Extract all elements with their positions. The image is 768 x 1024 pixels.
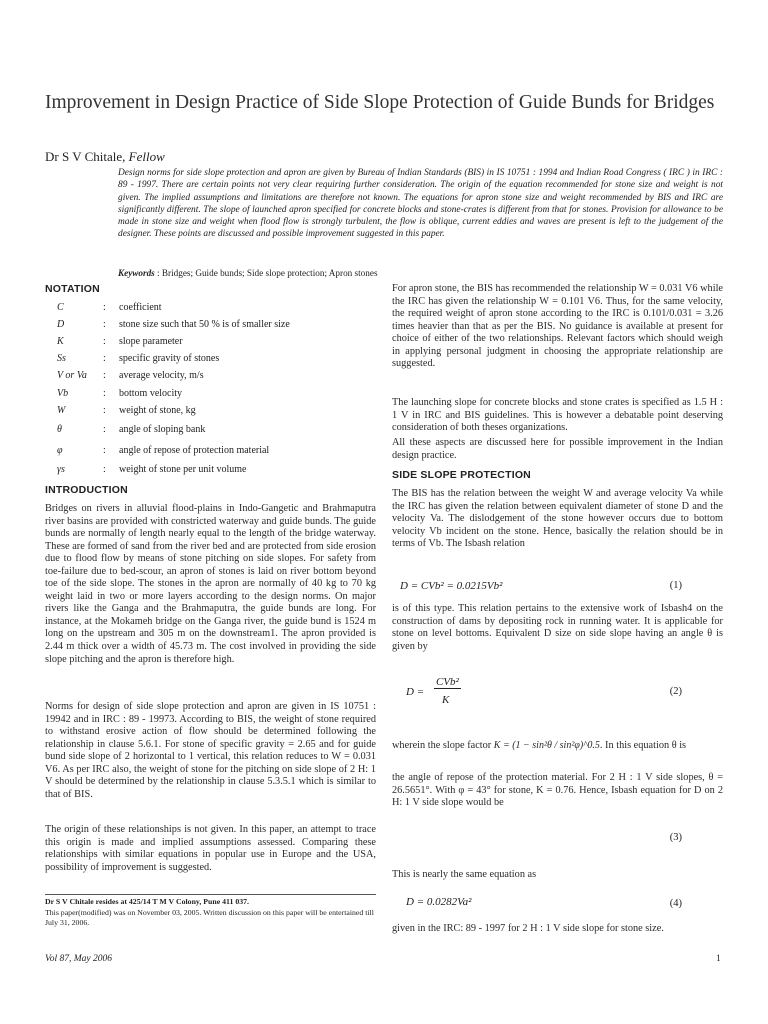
equation-2-denominator: K: [442, 694, 450, 706]
right-paragraph-1: For apron stone, the BIS has recommended the relationship W = 0.031 V6 while the IRC has given the relationship W = 0.101 V6. Thus, for the same velocity, the required weight of apron stone according to the IRC is 0.101/0.031 = 3.26 times heavier than that as per the BIS. No guidance is available at present for choice of either of the two relationships. Relevant factors which should weigh in applying personal judgment in choosing the appropriate relationship are suggested.: [392, 283, 723, 370]
side-slope-heading: SIDE SLOPE PROTECTION: [392, 469, 531, 481]
right-paragraph-5: is of this type. This relation pertains to the extensive work of Isbash4 on the construction of dams by depositing rock in running water. It is applicable for stone on level bottoms. Equivalent D size on side slope having an angle θ is given by: [392, 603, 723, 652]
notation-definition: specific gravity of stones: [119, 353, 220, 364]
notation-list: [45, 302, 376, 482]
author-name: Dr S V Chitale,: [45, 149, 126, 164]
notation-symbol: D: [57, 319, 65, 330]
keywords: [118, 268, 723, 278]
equation-2-lhs: D =: [406, 686, 425, 698]
notation-symbol: C: [57, 302, 64, 313]
equation-1: [398, 580, 728, 592]
author-line: [45, 149, 165, 165]
notation-definition: stone size such that 50 % is of smaller size: [119, 319, 290, 330]
page-number: 1: [716, 954, 721, 964]
notation-row: K : slope parameter: [57, 336, 183, 347]
introduction-heading: INTRODUCTION: [45, 484, 128, 496]
notation-symbol: Vb: [57, 388, 69, 399]
equation-2: [398, 676, 728, 712]
intro-paragraph-1: Bridges on rivers in alluvial flood-plains in Indo-Gangetic and Brahmaputra river basins are provided with constricted waterway and guide bunds. The guide bunds are normally of length nearly equal to the length of the bridge waterway. These are formed of sand from the river bed and are protected from side erosion due to flood flow by means of stone pitching on side slopes. For safety from toe-failure due to bed-scour, an apron of stones is laid on river bottom beyond toe of the side slope. The stones in the apron are normally of 40 kg to 70 kg weight laid in two or more layers according to the design norms. On major rivers like the Ganga and the Brahmaputra, the guide bunds are long. For instance, at the Mokameh bridge on the Ganga river, the guide bund is 1524 m long on the upstream and 305 m on the downstream1. The apron provided is 2.44 m thick over a width of 45.73 m. The cost involved in providing the side slope pitching and the apron is therefore high.: [45, 503, 376, 665]
equation-2-numerator: CVb²: [436, 676, 459, 688]
notation-definition: angle of sloping bank: [119, 424, 206, 435]
right-paragraph-7: the angle of repose of the protection material. For 2 H : 1 V side slopes, θ = 26.5651°. With φ = 43° for stone, K = 0.76. Hence, Isbash equation for D on 2 H: 1 V side slope would be: [392, 772, 723, 809]
equation-4-number: (4): [669, 898, 682, 909]
notation-row: W : weight of stone, kg: [57, 405, 196, 416]
right-paragraph-8: This is nearly the same equation as: [392, 869, 537, 880]
intro-paragraph-3: The origin of these relationships is not given. In this paper, an attempt to trace this origin is made and implied assumptions assessed. Comparing these relationships with similar equations in popular use in Europe and the USA, possibility of improvement is suggested.: [45, 824, 376, 873]
notation-definition: slope parameter: [119, 336, 183, 347]
notation-symbol: φ: [57, 445, 63, 456]
notation-symbol: Ss: [57, 353, 66, 364]
notation-row: V or Va : average velocity, m/s: [57, 370, 204, 381]
right-paragraph-2: The launching slope for concrete blocks and stone crates is specified as 1.5 H : 1 V in IRC and BIS guidelines. This is however a debatable point deserving consideration of both theses organizations.: [392, 397, 723, 434]
notation-symbol: V or Va: [57, 370, 87, 381]
equation-1-body: D = CVb² = 0.0215Vb²: [400, 580, 503, 592]
notation-definition: coefficient: [119, 302, 162, 313]
paper-title: Improvement in Design Practice of Side Slope Protection of Guide Bunds for Bridges: [45, 92, 715, 113]
equation-1-number: (1): [669, 580, 682, 591]
notation-row: C : coefficient: [57, 302, 162, 313]
notation-row: φ : angle of repose of protection material: [57, 445, 270, 456]
equation-4-body: D = 0.0282Va²: [406, 896, 472, 908]
notation-symbol: K: [57, 336, 64, 347]
notation-symbol: γs: [57, 464, 65, 475]
abstract: Design norms for side slope protection and apron are given by Bureau of Indian Standards (BIS) in IS 10751 : 1994 and Indian Road Congress ( IRC ) in IRC : 89 - 1997. There are certain points not very clear requiring further consideration. The origin of the equation recommended for stone size and weight is not given. The implied assumptions and limitations are therefore not known. The equations for apron stone size and weight recommended by BIS and IRC are significantly different. The slope of launched apron specified for concrete blocks and stone-crates is different from that for stones. Provision for allowance to be made in stone size and weight when flood flow is strongly turbulent, the flow is oblique, current eddies and waves are present is left to the judgement of the designer. These points are discussed and possible improvement suggested in this paper.: [118, 168, 723, 240]
equation-2-number: (2): [669, 686, 682, 697]
author-footnote: [45, 894, 376, 929]
notation-definition: bottom velocity: [119, 388, 183, 399]
notation-row: θ : angle of sloping bank: [57, 424, 206, 435]
equation-3-number: (3): [669, 832, 682, 843]
notation-row: Ss : specific gravity of stones: [57, 353, 220, 364]
author-title: Fellow: [128, 149, 165, 164]
notation-row: γs : weight of stone per unit volume: [57, 464, 247, 475]
notation-symbol: W: [57, 405, 66, 416]
footnote-received: This paper(modified) was on November 03, 2005. Written discussion on this paper will be entertained till July 31, 2006.: [45, 907, 374, 927]
slope-factor-suffix: . In this equation θ is: [599, 740, 687, 751]
notation-definition: weight of stone per unit volume: [119, 464, 247, 475]
equation-4: [398, 896, 728, 908]
intro-paragraph-2: Norms for design of side slope protection and apron are given in IS 10751 : 19942 and in IRC : 89 - 19973. According to BIS, the weight of stone required to withstand erosive action of flow should be determined following the relationship in clause 5.6.1. For stone of specific gravity = 2.65 and for guide bund side slope of 2 horizontal to 1 vertical, this relation reduces to W = 0.031 V6. As per IRC also, the weight of stone for the pitching on side slope of 2 H: 1 V should be determined by the relationship in clause 5.3.5.1 which is similar to that of BIS.: [45, 701, 376, 800]
right-paragraph-9: given in the IRC: 89 - 1997 for 2 H : 1 V side slope for stone size.: [392, 923, 664, 934]
slope-factor-line: [392, 740, 723, 753]
notation-definition: angle of repose of protection material: [119, 445, 270, 456]
right-paragraph-3: All these aspects are discussed here for possible improvement in the Indian design practice.: [392, 437, 723, 461]
notation-symbol: θ: [57, 424, 62, 435]
notation-definition: weight of stone, kg: [119, 405, 196, 416]
notation-row: D : stone size such that 50 % is of smaller size: [57, 319, 290, 330]
footnote-address: Dr S V Chitale resides at 425/14 T M V Colony, Pune 411 037.: [45, 897, 249, 906]
keywords-label: Keywords: [118, 268, 155, 278]
notation-definition: average velocity, m/s: [119, 370, 204, 381]
footer-volume: Vol 87, May 2006: [45, 954, 113, 964]
keywords-text: : Bridges; Guide bunds; Side slope protection; Apron stones: [157, 268, 378, 278]
notation-heading: NOTATION: [45, 283, 100, 295]
slope-factor-prefix: wherein the slope factor: [392, 740, 492, 751]
slope-factor-formula: K = (1 − sin²θ / sin²φ)^0.5: [493, 740, 600, 751]
right-paragraph-4: The BIS has the relation between the weight W and average velocity Va while the IRC has given the relation between equivalent diameter of stone D and the velocity Va. The dislodgement of the stone however occurs due to bottom velocity Vb incident on the stone. Hence, basically the relation should be in terms of Vb. The Isbash relation: [392, 488, 723, 550]
notation-row: Vb : bottom velocity: [57, 388, 183, 399]
